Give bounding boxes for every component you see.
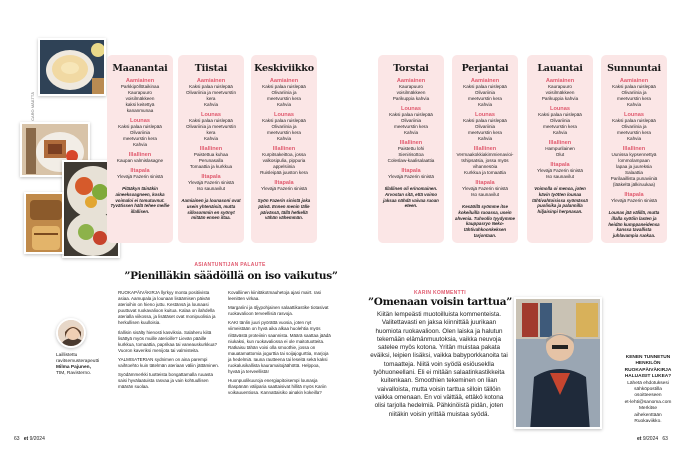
meal-heading-aamiainen: Aamiainen: [125, 78, 155, 84]
expert-caption-line: ravitsemusterapeutti: [56, 359, 100, 364]
side-note-line: Ruokaviikko.: [634, 419, 662, 425]
meal-heading-aamiainen: Aamiainen: [619, 78, 649, 84]
expert-caption: [56, 353, 116, 377]
expert-paragraph: Ilallisin sisälty hienosti kasviksia. Salaheru kiitä lisättyä myös muille aterioille? Lievän pääille kurkkua, tomaattia, paprikaa tai vaneauskurkkua? Vuoron kaveriksi menijota tai valmisteita.: [118, 329, 218, 353]
magazine-name-right: et: [637, 436, 642, 442]
meal-heading-iltapala: Iltapala: [624, 192, 644, 198]
side-note-line: Merkitse: [638, 406, 658, 412]
grilled-food-icon: [26, 194, 64, 254]
day-note: Syön Fazerin sinistä joka päivä. Ennen menin tälle päivässä, tällä hetkellä vähän vähemmän.: [257, 198, 311, 221]
meal-illallinen: Paistettu lohi Sienirisottoa Coleslaw-kaalisalaattia: [387, 146, 435, 163]
day-name: Lauantai: [537, 63, 583, 74]
person-photo-icon: [516, 299, 602, 429]
snack-photo: [24, 192, 64, 254]
side-note-line: sähköpostilla: [634, 387, 662, 393]
meal-heading-aamiainen: Aamiainen: [269, 78, 299, 84]
meal-lounas: Kaksi palaa ruislepää Olivariinia meetvurstin kera Kahvia: [389, 112, 433, 135]
comment-kicker: KARIN KOMMENTTI: [414, 290, 466, 296]
meal-aamiainen: Kaurapuuro voisilmäkkeen Parikuppia kahvia: [541, 84, 579, 101]
day-card-lauantai: [527, 55, 593, 243]
meal-heading-iltapala: Iltapala: [550, 162, 570, 168]
meal-heading-iltapala: Iltapala: [130, 168, 150, 174]
meal-heading-lounas: Lounas: [201, 112, 221, 118]
meal-heading-illallinen: Illallinen: [473, 146, 497, 152]
meal-lounas: Kaksi palaa ruislepää Olivariinia ja meetvurstin kera Kahvia: [612, 118, 656, 141]
side-note-email[interactable]: et-lehti@sanoma.com: [624, 399, 672, 405]
meal-heading-lounas: Lounas: [130, 118, 150, 124]
expert-paragraph: Kovalliinen kiinitäkotmauhetoja ajasi mairt. rasi leenitten virkaa.: [228, 290, 322, 302]
page-number-left: 63: [14, 436, 20, 442]
meal-heading-illallinen: Illallinen: [199, 146, 223, 152]
meal-heading-illallinen: Illallinen: [548, 140, 572, 146]
meal-iltapala: Yleväjä Fazerin sinistä: [261, 186, 307, 191]
meal-lounas: Kaksi palaa ruislepää Olivariinia meetvurstin kera Kahvia: [538, 112, 582, 135]
issue-left: 9/2024: [29, 436, 45, 442]
day-card-sunnuntai: [601, 55, 667, 243]
day-note: Pitääkyn täinäkin aineeksoagneen, koska voimaloi ei tomutuvnut. Tyvätissen hälä tehee mellie illallisen.: [110, 186, 170, 215]
meal-heading-iltapala: Iltapala: [201, 174, 221, 180]
expert-kicker: ASIANTUNTIJAN PALAUTE: [194, 262, 266, 268]
day-card-maanantai: [107, 55, 173, 243]
day-card-keskiviikko: [251, 55, 317, 243]
day-note: Illallinen oli erinomainen. Arvostan sitä, että voimo jaksaa nähdä vaivaa ruoan eteen.: [383, 186, 439, 209]
meal-iltapala: Yleväjä Fazerin sinistä Iso saunavilut: [537, 168, 583, 179]
meal-heading-illallinen: Illallinen: [622, 146, 646, 152]
kari-photo: [514, 297, 602, 429]
expert-paragraph: Huonpuolikuuroja energiapitoisempi lounasja Illaspänän väliparia saattaisivat hillitä myös Kariin voikauuentiosa. Kannattaisiko ainakin kokeilla?: [228, 378, 327, 396]
meal-lounas: Kaksi palaa ruislepää Olivariinia meetvurstin kera Kahvia: [118, 124, 162, 147]
side-note-line: HENKILÖN: [635, 361, 661, 367]
meal-illallinen: Vermaakokkiakimmienavioi- tshipsatsia, jossa myös vihannesöia Kurkkua ja tomaattia: [456, 152, 514, 175]
day-card-tiistai: [178, 55, 244, 243]
comment-body: Kiitän lempeästi muotoilluista kommenteista. Valitettavasti en jaksa kiinnittää juurikaan huomiota ruokavalioon. Olen laiska ja halutun tekemään elämänmuutoksia, vaikka neuvoja satelee myös kotona. Yritän muistaa pakata eväiksi, leipien lisäksi, vaikka babyporkkanoita tai tomaatteja. Niitä voin syödä esiöuseklla työhuoneellani. Eli ei mitään salaatinkastikkeita kuitenkaan. Smoothien tekeminen on liian vaivalloista, mutta voisin tarttua silloin tällöin vaikka omenaan. En voi väittää, ettäkö kotona olisi tarjolla hedelmiä. Pähkinöistä pidän, joten niitäkin voisin yrittää muistaa syödä.: [370, 311, 508, 418]
meal-heading-aamiainen: Aamiainen: [396, 78, 426, 84]
day-note: Lounas jää välillä, mutta illalla syötiin lasten ja heidän kumppaneidensa kanssa tavallista juhlavampia ruokaa.: [608, 210, 660, 239]
meal-iltapala: Yleväjä Fazerin sinistä: [611, 198, 657, 203]
expert-paragraph: KAKI tänlin juuri pyörättä vuosia, joten nyt viimeistään on hyvä aika alkaa huolehtia myös riittävästä proteiinin saannista. Määrä saattaa jäädä niukaksi, kun ruokavaliossa ei ole maitotuotteita. Ratkaisu tähän voisi olla smoothie, jossa on mauatamattomia jogurttia tai soijajogurttia, marjoja ja hedelmiä. Iauna rautteena tai leseitä sekä kaksi ruokalusikallista kauramaitojäähöttä. Helppoa, hyvää ja terveellistä!: [228, 320, 331, 375]
photo-credit: CARO MÄÄTTÄ: [30, 92, 35, 121]
expert-paragraph: RUOKAPÄIVÄKIRJA llyrkyy monta positiivista asiaa. Aamupala ja lounaan lisäämisen päivän aterioihin on hieno juttu. Kestänsä ja lounaasi puuttuvat ruokavalioon kuitua. Kalaa on ilahdella aterialla viikossa, ja lisätäset ovat monipuolisia ja herkullisen kuulloisia.: [118, 290, 216, 326]
meal-lounas: Kaksi palaa ruislepää Olivariinia meetvurstin kera Kahvia: [463, 118, 507, 141]
meal-iltapala: Yleväjä Fazerin sinistä: [117, 174, 163, 179]
expert-face-icon: [58, 320, 86, 348]
day-card-torstai: [378, 55, 444, 243]
day-note: Aamiainen ja lounasoni ovat usein yhtenäisiä, mutta sillosommin en syönyt mitään ennen iltaa.: [181, 198, 241, 221]
expert-column-2: [228, 290, 332, 400]
meal-aamiainen: Kaksi palaa ruislepää Olivariinia meetvurstin kera Kahvia: [463, 84, 507, 107]
day-name: Torstai: [393, 63, 429, 74]
day-note: Kesäöllä syömme itse kokeiluilla ruoassa, usein ahvenia. Tuhvollo tyydymme kauppasryo Neko-tähtivahkoonkeksen tarjontaan.: [455, 204, 515, 238]
day-name: Perjantai: [461, 63, 509, 74]
expert-paragraph: YALMISATERIAN sydnimen on aina parempi vaihtoehto kuin tätelmän ateriaan väliin jättäminen.: [118, 356, 220, 369]
side-note-line: RUOKAPÄIVÄKIRJA: [624, 367, 672, 373]
day-note: Voimolla oi menoa, joten kävin työtten lounaa tähtivahtoisissa syömässä puolisika ja palannilla hiljaisinpi herpnasan.: [532, 186, 588, 215]
page-number-right: 63: [662, 436, 668, 442]
side-note-line: HALUAISIT LUKEA?: [624, 374, 672, 380]
expert-portrait: [56, 318, 86, 348]
footer-left: [14, 436, 45, 442]
day-name: Keskiviikko: [254, 63, 314, 74]
expert-paragraph: Syödämmerkki tuotteista bongattamalla ruuasta saisi hyvälaatuista rasvaa ja vain kohtuullisen määrän suolaa.: [118, 372, 214, 390]
meal-heading-illallinen: Illallinen: [128, 152, 152, 158]
day-card-perjantai: [452, 55, 518, 243]
meal-heading-iltapala: Iltapala: [475, 180, 495, 186]
side-note: [608, 355, 688, 425]
day-name: Sunnuntai: [607, 63, 661, 74]
meal-lounas: Kaksi palaa ruislepää Olivariinia ja meetvurstin kera Kahvia: [262, 118, 306, 141]
comment-title: ”Omenaan voisin tarttua”: [368, 296, 512, 308]
magazine-name-left: et: [23, 436, 29, 442]
porridge-photo: [38, 38, 106, 96]
meal-illallinen: Kurpitsakeittoa, jossa valkosipulia, pippuria appelsiinia Ruisleipää juuston kera: [260, 152, 308, 175]
day-name: Maanantai: [112, 63, 168, 74]
meal-iltapala: Yleväjä Fazerin sinistä: [388, 174, 434, 179]
meal-lounas: Kaksi palaa ruislepää Olivariinia ja meetvurstin kera Kahvia: [185, 118, 237, 141]
issue-right: 9/2024: [642, 436, 659, 442]
meal-illallinen: Kaupan valmislasagne: [116, 158, 164, 163]
meal-heading-iltapala: Iltapala: [274, 180, 294, 186]
meal-aamiainen: Kaurapuuro voisilmäkkeen Parikuppia kahvia: [392, 84, 430, 101]
porridge-bowl-icon: [40, 40, 106, 96]
meal-heading-iltapala: Iltapala: [401, 168, 421, 174]
meal-heading-lounas: Lounas: [401, 106, 421, 112]
side-note-line: Lähetä ehdotuksesi: [627, 380, 669, 386]
expert-caption-line: TtM, Ravisterno.: [56, 371, 92, 376]
expert-title: ”Pienilläkin säädöillä on iso vaikutus”: [124, 270, 338, 282]
expert-column-1: [118, 290, 222, 393]
meal-iltapala: Yleväjä Fazerin sinistä Iso saunavilut: [188, 180, 234, 191]
meal-heading-illallinen: Illallinen: [272, 146, 296, 152]
expert-caption-line: Laillistettu: [56, 353, 78, 358]
meal-heading-illallinen: Illallinen: [399, 140, 423, 146]
meal-aamiainen: Kaksi palaa ruislepää Olivariinia ja meetvurstin kera Kahvia: [185, 84, 237, 107]
meal-aamiainen: Kaksi palaa ruislepää Olivariinia ja meetvurstin kera Kahvia: [262, 84, 306, 107]
day-name: Tiistai: [194, 63, 228, 74]
expert-paragraph: Margariini ja öljypohjainen salaattikastike tiotasivat ruokavalioon terveellisiä rasvoja.: [228, 305, 329, 317]
side-note-line: KENEN TUNNETUN: [625, 355, 671, 360]
meal-heading-lounas: Lounas: [550, 106, 570, 112]
meal-illallinen: Uunissa kypsennettyä lommolampaan lapaa ja juureksia Salaattia Parilaaillista punaviiniä (lääkeltä jälkiruukaa): [610, 152, 658, 187]
meal-heading-aamiainen: Aamiainen: [545, 78, 575, 84]
meal-heading-aamiainen: Aamiainen: [470, 78, 500, 84]
footer-right: [637, 436, 668, 442]
meal-illallinen: Paistettua kuhaa Perunasalla Tomaattia ja kurkkua: [189, 152, 233, 169]
side-note-line: aihekenttään: [634, 412, 662, 418]
expert-caption-line: Milma Pajunen,: [56, 365, 91, 370]
side-note-line: osoitteeseen: [634, 393, 662, 399]
meal-illallinen: Hampurilainen Olut: [545, 146, 575, 157]
meal-aamiainen: Parkkipöllötaikinaa Kaurapuuro voisilmäkkeen kaksi keitettyä kananmunaa: [120, 84, 160, 113]
meal-aamiainen: Kaksi palaa ruislepää Olivariinia ja meetvurstin kera Kahvia: [612, 84, 656, 107]
meal-heading-lounas: Lounas: [624, 112, 644, 118]
meal-heading-aamiainen: Aamiainen: [196, 78, 226, 84]
meal-iltapala: Yleväjä Fazerin sinistä Iso saunavilut: [462, 186, 508, 197]
meal-heading-lounas: Lounas: [274, 112, 294, 118]
meal-heading-lounas: Lounas: [475, 112, 495, 118]
